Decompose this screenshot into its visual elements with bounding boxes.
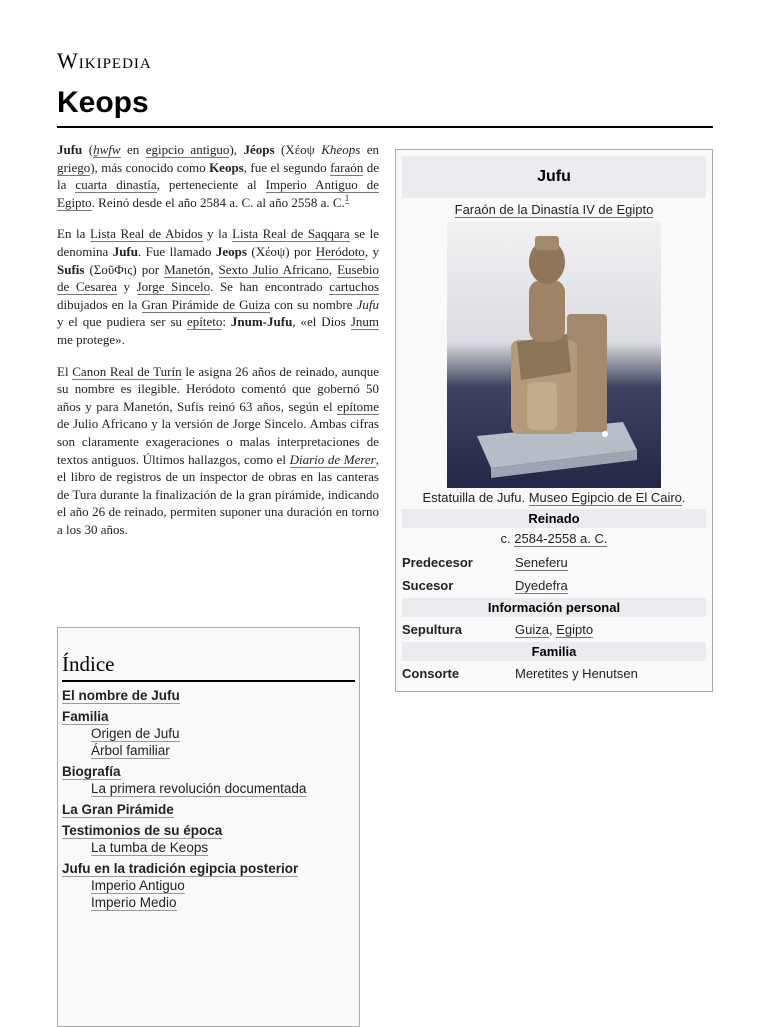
- toc-title: Índice: [62, 652, 355, 682]
- toc-subitem[interactable]: Origen de Jufu: [91, 726, 180, 741]
- link-seneferu[interactable]: Seneferu: [515, 555, 568, 570]
- link-jnum[interactable]: Jnum: [350, 314, 379, 330]
- link-canon-turin[interactable]: Canon Real de Turín: [72, 363, 182, 379]
- link-hieroglyph[interactable]: ḫwfw: [93, 142, 121, 157]
- link-egipto[interactable]: Egipto: [556, 622, 594, 637]
- link-dyedefra[interactable]: Dyedefra: [515, 578, 568, 593]
- paragraph-intro: Jufu (ḫwfw en egipcio antiguo), Jéops (Χέοψ Kheops en griego), más conocido como Keops, fue el segundo faraón de la cuarta dinastía, perteneciente al Imperio Antiguo de Egipto. Reinó desde el año 2584 a. C. al año 2558 a. C.$^1$: [57, 142, 380, 210]
- paragraph-reign: El Canon Real de Turín le asigna 26 años de reinado, aunque su nombre es ilegible. Heródoto comentó que gobernó 50 años y para Manetón, Sufis reinó 63 años, según el epítome de Julio Africano y la versión de Jorge Sincelo. Ambas cifras son claramente exageraciones o malas interpretaciones de textos antiguos. Últimos hallazgos, como el Diario de Merer, el libro de registros de un inspector de obras en las canteras de Tura durante la finalización de la gran pirámide, indicando el año 26 de reinado, permiten suponer una duración en torno a los 30 años.: [57, 363, 379, 537]
- link-jorge-sincelo[interactable]: Jorge Sincelo: [136, 279, 211, 295]
- toc-subitem[interactable]: Imperio Medio: [91, 895, 177, 910]
- reference-1[interactable]: 1: [344, 193, 350, 204]
- image-caption: Estatuilla de Jufu. Museo Egipcio de El Cairo.: [422, 490, 686, 505]
- toc-list: [62, 688, 359, 910]
- statuette-image[interactable]: [447, 222, 661, 488]
- toc-item[interactable]: Familia: [62, 709, 109, 724]
- link-faraon[interactable]: faraón: [330, 159, 364, 175]
- title-divider: [57, 126, 713, 128]
- toc-item[interactable]: Jufu en la tradición egipcia posterior: [62, 861, 299, 876]
- link-lista-real-abidos[interactable]: Lista Real de Abidos: [89, 226, 203, 242]
- paragraph-names: En la Lista Real de Abidos y la Lista Real de Saqqara se le denomina Jufu. Fue llamado Jeops (Χέοψ) por Heródoto, y Sufis (ΣοῦΦις) por Manetón, Sexto Julio Africano, Eusebio de Cesarea y Jorge Sincelo. Se han encontrado cartuchos dibujados en la Gran Pirámide de Guiza con su nombre Jufu y el que pudiera ser su epíteto: Jnum-Jufu, «el Dios Jnum me protege».: [57, 226, 379, 347]
- infobox-subtitle: [396, 202, 712, 217]
- burial-row: Sepultura Guiza, Egipto: [402, 622, 594, 637]
- reign-dates: c. 2584-2558 a. C.: [500, 531, 608, 546]
- link-guiza[interactable]: Guiza: [515, 622, 549, 637]
- toc-item[interactable]: La Gran Pirámide: [62, 802, 174, 817]
- link-museo-cairo[interactable]: Museo Egipcio de El Cairo: [528, 490, 682, 505]
- bold-name: Jufu: [57, 142, 83, 157]
- link-imperio-antiguo[interactable]: Imperio Antiguo de Egipto: [57, 177, 380, 210]
- bold-name: Jéops: [243, 142, 275, 157]
- link-egipcio-antiguo[interactable]: egipcio antiguo: [145, 142, 230, 157]
- wikipedia-logo[interactable]: Wikipedia: [57, 48, 152, 73]
- toc-item[interactable]: El nombre de Jufu: [62, 688, 180, 703]
- article-body: [57, 141, 379, 552]
- toc-item[interactable]: Testimonios de su época: [62, 823, 223, 838]
- toc-subitem[interactable]: Árbol familiar: [91, 743, 170, 758]
- link-lista-real-saqqara[interactable]: Lista Real de Saqqara: [232, 226, 350, 242]
- personal-info-header: Información personal: [402, 598, 706, 617]
- toc-subitem[interactable]: Imperio Antiguo: [91, 878, 185, 893]
- link-eusebio[interactable]: Eusebio de Cesarea: [57, 261, 379, 295]
- link-griego[interactable]: griego: [57, 159, 91, 175]
- link-cartuchos[interactable]: cartuchos: [329, 279, 379, 295]
- bold-name: Keops: [209, 159, 244, 175]
- infobox: [395, 149, 713, 692]
- link-maneton[interactable]: Manetón: [164, 261, 211, 277]
- link-epiteto[interactable]: epíteto: [186, 314, 223, 330]
- consort-row: Consorte Meretites y Henutsen: [402, 666, 638, 681]
- reign-header: Reinado: [402, 509, 706, 528]
- table-of-contents: [57, 627, 360, 1027]
- statuette-illustration: [447, 222, 661, 488]
- infobox-title: Jufu: [402, 156, 706, 198]
- link-reign-dates[interactable]: 2584-2558 a. C.: [514, 531, 608, 546]
- predecessor-row: Predecesor Seneferu: [402, 555, 568, 570]
- toc-subitem[interactable]: La primera revolución documentada: [91, 781, 307, 796]
- successor-row: Sucesor Dyedefra: [402, 578, 568, 593]
- link-cuarta-dinastia[interactable]: cuarta dinastía: [75, 177, 157, 193]
- link-dinastia-iv[interactable]: Faraón de la Dinastía IV de Egipto: [454, 202, 654, 217]
- link-sexto-julio-africano[interactable]: Sexto Julio Africano: [218, 261, 329, 277]
- link-herodoto[interactable]: Heródoto: [315, 243, 365, 259]
- toc-item[interactable]: Biografía: [62, 764, 121, 779]
- family-header: Familia: [402, 642, 706, 661]
- page-title: Keops: [57, 86, 149, 119]
- link-gran-piramide[interactable]: Gran Pirámide de Guiza: [141, 296, 271, 312]
- toc-subitem[interactable]: La tumba de Keops: [91, 840, 209, 855]
- link-epitome[interactable]: epítome: [337, 398, 379, 414]
- link-diario-merer[interactable]: Diario de Merer: [289, 451, 376, 467]
